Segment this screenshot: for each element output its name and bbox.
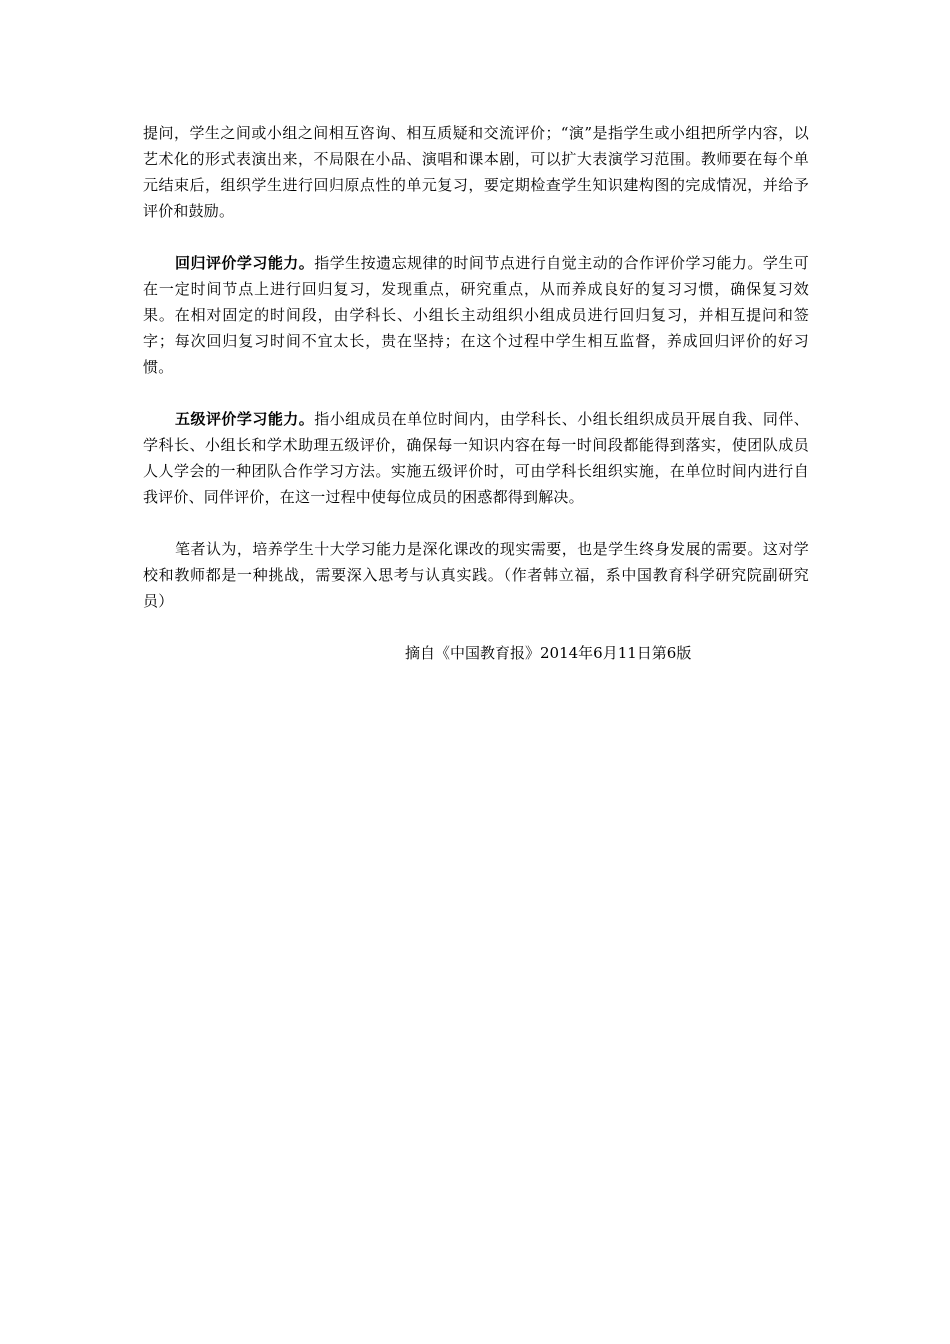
paragraph-continuation: [143, 120, 809, 224]
paragraph-text: 提问，学生之间或小组之间相互咨询、相互质疑和交流评价；“演”是指学生或小组把所学内容，以艺术化的形式表演出来，不局限在小品、演唱和课本剧，可以扩大表演学习范围。教师要在每个单元结束后，组织学生进行回归原点性的单元复习，要定期检查学生知识建构图的完成情况，并给予评价和鼓励。: [143, 124, 809, 220]
paragraph-lead-heading: 五级评价学习能力。: [175, 410, 315, 428]
paragraph-text: 指学生按遗忘规律的时间节点进行自觉主动的合作评价学习能力。学生可在一定时间节点上进行回归复习，发现重点，研究重点，从而养成良好的复习习惯，确保复习效果。在相对固定的时间段，由学科长、小组长主动组织小组成员进行回归复习，并相互提问和签字；每次回归复习时间不宜太长，贵在坚持；在这个过程中学生相互监督，养成回归评价的好习惯。: [143, 254, 809, 376]
source-citation: 摘自《中国教育报》2014年6月11日第6版: [405, 644, 692, 662]
paragraph-lead-heading: 回归评价学习能力。: [175, 254, 315, 272]
paragraph-five-level-evaluation: [143, 406, 809, 510]
paragraph-conclusion: [143, 536, 809, 614]
document-page: [143, 120, 809, 666]
paragraph-text: 指小组成员在单位时间内，由学科长、小组长组织成员开展自我、同伴、学科长、小组长和学术助理五级评价，确保每一知识内容在每一时间段都能得到落实，使团队成员人人学会的一种团队合作学习方法。实施五级评价时，可由学科长组织实施，在单位时间内进行自我评价、同伴评价，在这一过程中使每位成员的困惑都得到解决。: [143, 410, 809, 506]
paragraph-review-evaluation: [143, 250, 809, 380]
paragraph-text: 笔者认为，培养学生十大学习能力是深化课改的现实需要，也是学生终身发展的需要。这对学校和教师都是一种挑战，需要深入思考与认真实践。（作者韩立福，系中国教育科学研究院副研究员）: [143, 540, 809, 610]
